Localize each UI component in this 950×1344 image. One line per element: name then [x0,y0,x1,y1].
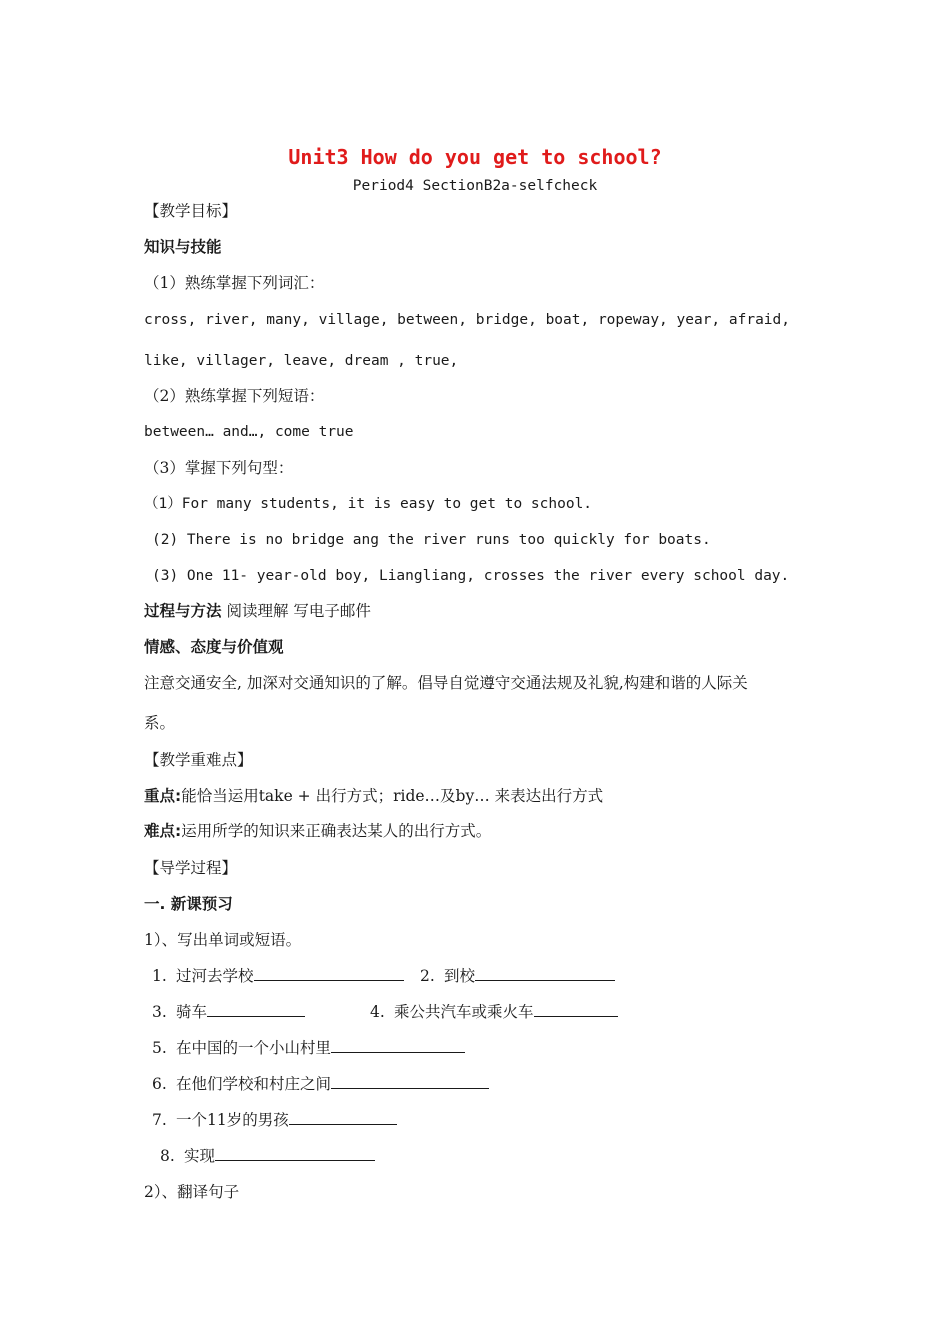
list-item [152,966,404,986]
phrase-label: （2）熟练掌握下列短语： [144,387,325,405]
phrases-text: between… and…, come true [144,424,354,440]
process-heading: 过程与方法 [144,602,222,620]
document-subtitle: Period4 SectionB2a-selfcheck [352,178,598,194]
vocab-label: （1）熟练掌握下列词汇： [144,274,325,292]
difficult-point-line [144,821,491,841]
list-item [152,1074,489,1094]
document-title: Unit3 How do you get to school? [288,145,662,169]
process-line [144,601,371,621]
answer-blank[interactable] [475,966,615,981]
key-point-label: 重点: [144,787,182,805]
answer-blank[interactable] [331,1038,465,1053]
emotion-line-2: 系。 [144,714,176,732]
answer-blank[interactable] [254,966,404,981]
answer-blank[interactable] [215,1146,375,1161]
knowledge-heading: 知识与技能 [144,238,222,256]
guide-heading: 【导学过程】 [144,859,238,877]
key-point-text: 能恰当运用take + 出行方式；ride…及by… 来表达出行方式 [181,787,604,805]
item-text: 实现 [184,1147,216,1165]
sentence-3: (3) One 11- year-old boy, Liangliang, crosses the river every school day. [152,568,790,584]
emotion-line-1: 注意交通安全, 加深对交通知识的了解。倡导自觉遵守交通法规及礼貌,构建和谐的人际关 [144,674,748,692]
task-1-label: 1）、写出单词或短语。 [144,931,302,949]
task-2-label: 2）、翻译句子 [144,1183,240,1201]
answer-blank[interactable] [534,1002,618,1017]
item-number: 4. [370,1003,385,1021]
list-item [152,1110,397,1130]
list-item [152,1002,305,1022]
item-number: 2. [420,967,435,985]
difficult-point-label: 难点: [144,822,182,840]
emotion-heading: 情感、态度与价值观 [144,638,284,656]
item-number: 6. [152,1075,167,1093]
vocab-line-2: like, villager, leave, dream , true, [144,353,459,369]
list-item [370,1002,618,1022]
item-text: 乘公共汽车或乘火车 [394,1003,534,1021]
objectives-heading: 【教学目标】 [144,202,238,220]
answer-blank[interactable] [207,1002,305,1017]
item-text: 到校 [444,967,476,985]
item-text: 在他们学校和村庄之间 [176,1075,332,1093]
answer-blank[interactable] [331,1074,489,1089]
list-item [160,1146,375,1166]
item-number: 5. [152,1039,167,1057]
sentence-2: (2) There is no bridge ang the river runs too quickly for boats. [152,532,711,548]
process-text: 阅读理解 写电子邮件 [226,602,371,620]
list-item [420,966,615,986]
item-text: 骑车 [176,1003,208,1021]
section-1-heading: 一. 新课预习 [144,895,233,913]
sentence-label: （3）掌握下列句型： [144,459,294,477]
item-text: 过河去学校 [176,967,254,985]
sentence-1: （1）For many students, it is easy to get to school. [144,496,593,512]
item-number: 1. [152,967,167,985]
item-number: 3. [152,1003,167,1021]
item-number: 8. [160,1147,175,1165]
item-number: 7. [152,1111,167,1129]
key-point-line [144,786,603,806]
keypoints-heading: 【教学重难点】 [144,751,253,769]
difficult-point-text: 运用所学的知识来正确表达某人的出行方式。 [181,822,492,840]
list-item [152,1038,465,1058]
answer-blank[interactable] [289,1110,397,1125]
vocab-line-1: cross, river, many, village, between, bridge, boat, ropeway, year, afraid, [144,312,791,328]
item-text: 一个11岁的男孩 [176,1111,289,1129]
item-text: 在中国的一个小山村里 [176,1039,332,1057]
